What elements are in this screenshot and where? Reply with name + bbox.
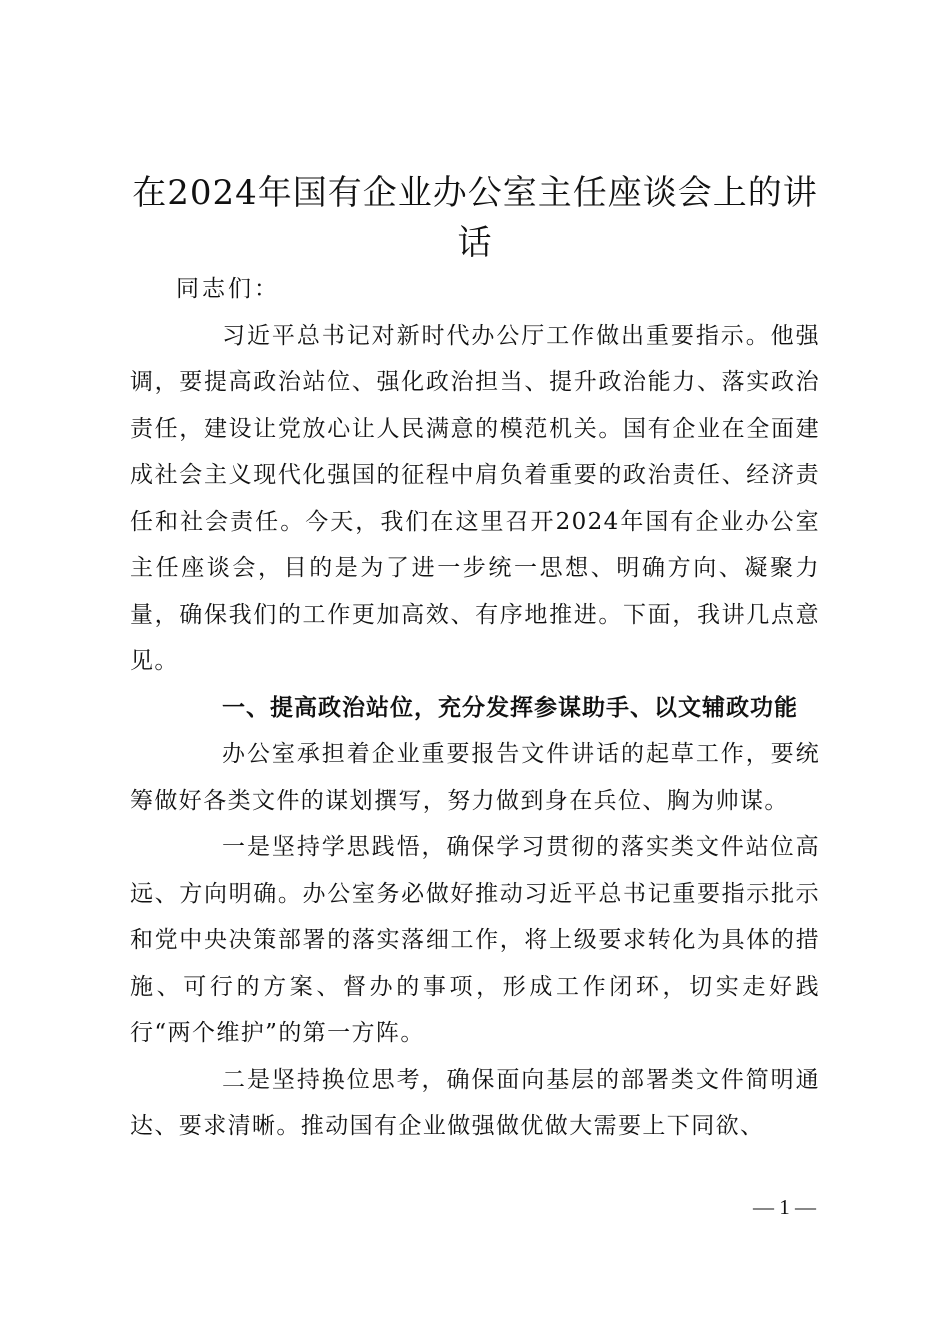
page-number: — 1 — bbox=[753, 1195, 816, 1219]
section-heading-1: 一、提高政治站位，充分发挥参谋助手、以文辅政功能 bbox=[222, 694, 798, 721]
salutation: 同志们： bbox=[176, 276, 280, 302]
paragraph-1: 办公室承担着企业重要报告文件讲话的起草工作，要统筹做好各类文件的谋划撰写，努力做到身在兵位、胸为帅谋。 bbox=[130, 741, 820, 814]
paragraph-3: 二是坚持换位思考，确保面向基层的部署类文件简明通达、要求清晰。推动国有企业做强做优做大需要上下同欲、 bbox=[130, 1066, 820, 1139]
paragraph-2: 一是坚持学思践悟，确保学习贯彻的落实类文件站位高远、方向明确。办公室务必做好推动习近平总书记重要指示批示和党中央决策部署的落实落细工作，将上级要求转化为具体的措施、可行的方案、督办的事项，形成工作闭环，切实走好践行“两个维护”的第一方阵。 bbox=[130, 834, 820, 1046]
intro-paragraph: 习近平总书记对新时代办公厅工作做出重要指示。他强调，要提高政治站位、强化政治担当、提升政治能力、落实政治责任，建设让党放心让人民满意的模范机关。国有企业在全面建成社会主义现代化强国的征程中肩负着重要的政治责任、经济责任和社会责任。今天，我们在这里召开2024年国有企业办公室主任座谈会，目的是为了进一步统一思想、明确方向、凝聚力量，确保我们的工作更加高效、有序地推进。下面，我讲几点意见。 bbox=[130, 322, 820, 674]
document-body bbox=[130, 266, 820, 1150]
document-title: 在2024年国有企业办公室主任座谈会上的讲话 bbox=[132, 173, 818, 263]
